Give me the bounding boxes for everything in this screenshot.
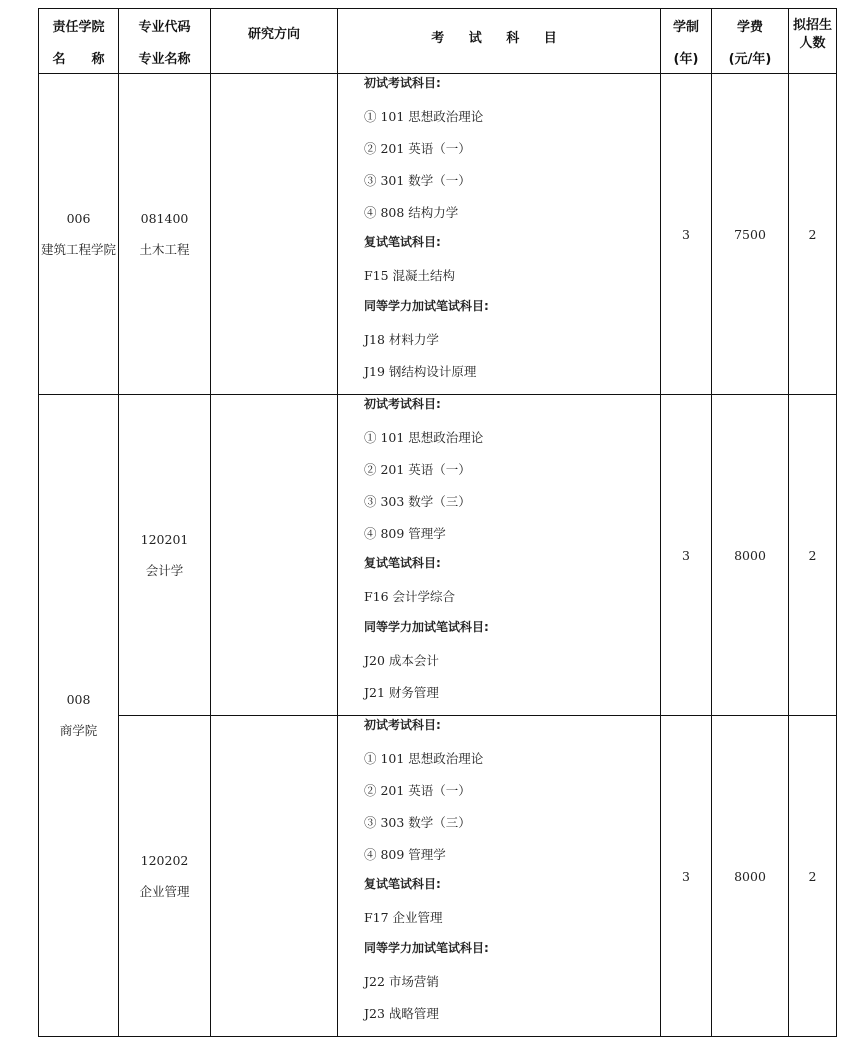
subjects-cell [338, 74, 661, 395]
tuition-cell: 7500 [712, 74, 789, 395]
tuition-cell: 8000 [712, 395, 789, 716]
subject-line: ④ 809 管理学 [364, 846, 446, 862]
admissions-table [38, 8, 837, 1037]
header-direction-label: 研究方向 [247, 27, 300, 42]
header-major [119, 9, 211, 74]
header-quota [789, 9, 837, 74]
college-code: 008 [66, 692, 91, 707]
table-row [39, 716, 837, 1037]
header-row [39, 9, 837, 74]
subject-line: 初试考试科目: [364, 397, 441, 411]
subject-line: ① 101 思想政治理论 [364, 750, 484, 766]
quota-cell: 2 [789, 74, 837, 395]
college-name: 商学院 [59, 723, 98, 738]
major-cell [119, 395, 211, 716]
subject-line: ② 201 英语（一） [364, 461, 471, 477]
major-code: 120202 [140, 852, 189, 868]
header-tuition-line1: 学费 [736, 19, 763, 35]
subject-line: ① 101 思想政治理论 [364, 429, 484, 445]
college-name: 建筑工程学院 [40, 241, 116, 257]
subject-line: ③ 303 数学（三） [364, 493, 471, 509]
subject-line: 复试笔试科目: [364, 877, 441, 892]
subject-line: 复试笔试科目: [364, 556, 441, 571]
subject-line: J18 材料力学 [364, 332, 439, 348]
quota-cell: 2 [789, 716, 837, 1037]
major-cell [119, 74, 211, 395]
direction-cell [211, 74, 338, 395]
college-code: 006 [66, 210, 91, 226]
major-code: 081400 [140, 210, 189, 226]
subject-line: ① 101 思想政治理论 [364, 108, 484, 124]
subject-line: F17 企业管理 [364, 910, 443, 926]
header-major-line1: 专业代码 [138, 19, 191, 35]
subject-line: ④ 809 管理学 [364, 525, 446, 541]
header-college-line2: 名 称 [52, 51, 105, 67]
major-name: 企业管理 [139, 883, 190, 899]
subject-line: F16 会计学综合 [364, 589, 456, 605]
subject-line: ② 201 英语（一） [364, 140, 471, 156]
duration-cell: 3 [661, 395, 712, 716]
subject-line: 复试笔试科目: [364, 235, 441, 250]
quota-cell: 2 [789, 395, 837, 716]
major-name: 土木工程 [139, 241, 190, 257]
duration-cell: 3 [661, 716, 712, 1037]
subject-line: 初试考试科目: [364, 76, 441, 90]
header-quota-line2: 人数 [799, 36, 826, 51]
subject-line: 同等学力加试笔试科目: [364, 620, 489, 635]
subject-line: F15 混凝土结构 [364, 268, 456, 284]
header-subjects-label: 考 试 科 目 [431, 31, 567, 46]
header-direction [211, 9, 338, 74]
direction-cell [211, 395, 338, 716]
major-code: 120201 [140, 531, 189, 547]
major-name: 会计学 [145, 562, 184, 578]
major-cell [119, 716, 211, 1037]
subject-line: J22 市场营销 [364, 974, 439, 990]
subject-line: 同等学力加试笔试科目: [364, 941, 489, 956]
header-tuition [712, 9, 789, 74]
header-tuition-line2: (元/年) [728, 51, 772, 67]
header-college-line1: 责任学院 [52, 19, 105, 35]
subjects-cell [338, 716, 661, 1037]
subject-line: J19 钢结构设计原理 [364, 364, 477, 380]
subject-line: ③ 303 数学（三） [364, 814, 471, 830]
subject-line: 同等学力加试笔试科目: [364, 299, 489, 314]
subjects-cell [338, 395, 661, 716]
header-quota-line1: 拟招生 [792, 18, 832, 33]
header-subjects [338, 9, 661, 74]
header-duration-line2: (年) [673, 51, 699, 67]
duration-cell: 3 [661, 74, 712, 395]
subject-line: ④ 808 结构力学 [364, 204, 459, 220]
header-duration-line1: 学制 [672, 19, 699, 35]
subject-line: ② 201 英语（一） [364, 782, 471, 798]
tuition-cell: 8000 [712, 716, 789, 1037]
college-cell [39, 74, 119, 395]
header-duration [661, 9, 712, 74]
header-college [39, 9, 119, 74]
subject-line: J23 战略管理 [364, 1006, 439, 1022]
subject-line: J21 财务管理 [364, 685, 439, 701]
subject-line: J20 成本会计 [364, 653, 439, 669]
table-row [39, 74, 837, 395]
header-major-line2: 专业名称 [138, 51, 191, 67]
college-cell [39, 395, 119, 1037]
subject-line: ③ 301 数学（一） [364, 172, 471, 188]
direction-cell [211, 716, 338, 1037]
subject-line: 初试考试科目: [364, 718, 441, 732]
table-row [39, 395, 837, 716]
